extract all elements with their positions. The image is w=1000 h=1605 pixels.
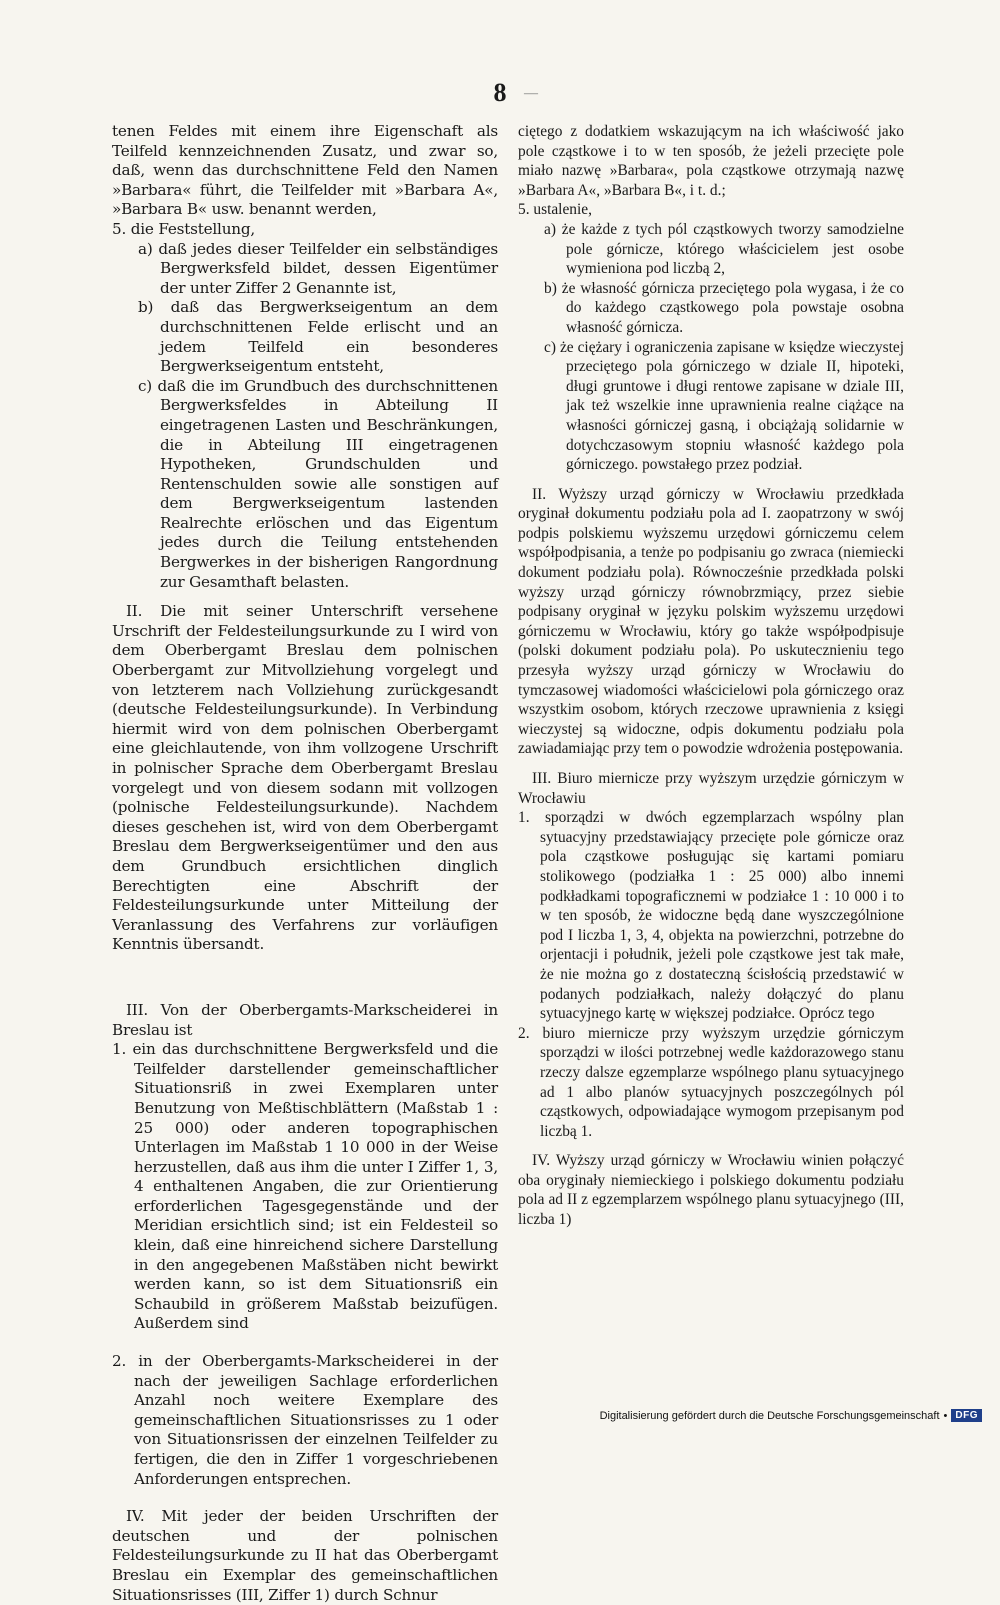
polish-column	[518, 122, 904, 1230]
footer-separator: •	[943, 1409, 948, 1422]
polish-section-iv: IV. Wyższy urząd górniczy w Wrocławiu winien połączyć oba oryginały niemieckiego i polskiego dokumentu podziału pola ad II z egzemplarzem wspólnego planu sytuacyjnego (III, liczba 1)	[518, 1152, 904, 1229]
polish-item-5: 5. ustalenie,	[518, 201, 592, 219]
polish-section-iii: III. Biuro miernicze przy wyższym urzędzie górniczym w Wrocławiu	[518, 770, 904, 807]
german-intro: tenen Feldes mit einem ihre Eigenschaft als Teilfeld kennzeichnenden Zusatz, und zwar so, daß, wenn das durchschnittene Feld den Namen »Barbara« führt, die Teilfelder mit »Barbara A«, »Barbara B« usw. benannt werden,	[112, 122, 498, 219]
german-section-iv: IV. Mit jeder der beiden Urschriften der deutschen und der polnischen Feldesteilungsurkunde zu II hat das Oberbergamt Breslau ein Exemplar des gemeinschaftlichen Situationsrisses (III, Ziffer 1) durch Schnur	[112, 1507, 498, 1604]
polish-item-1: 1. sporządzi w dwóch egzemplarzach wspólny plan sytuacyjny przedstawiający przecięte pole górnicze oraz pola cząstkowe posługując się kartami pomiaru stolikowego (podziałka 1 : 25 000) albo innemi podkładkami topograficznemi w podziałce 1 : 10 000 i to w ten sposób, że widoczne będą dane wyszczególnione pod I liczba 1, 3, 4, objekta na powierzchni, potrzebne do orjentacji i południk, jeżeli pole cząstkowe jest tak małe, że nie można go z dostateczną ścisłością przedstawić w podanych podziałkach, należy dołączyć do planu sytuacyjnego kartę w większej podziałce. Oprócz tego	[518, 809, 904, 1023]
footer-credit: Digitalisierung gefördert durch die Deutsche Forschungsgemeinschaft	[599, 1409, 940, 1422]
digitization-footer	[600, 1409, 982, 1422]
german-section-iii: III. Von der Oberbergamts-Markscheiderei in Breslau ist	[112, 1000, 498, 1039]
german-column	[112, 122, 498, 1605]
german-item-5a: a) daß jedes dieser Teilfelder ein selbständiges Bergwerksfeld bildet, dessen Eigentümer der unter Ziffer 2 Genannte ist,	[138, 239, 498, 297]
german-item-2: 2. in der Oberbergamts-Markscheiderei in der nach der jeweiligen Sachlage erforderlichen Anzahl noch weitere Exemplare des gemeinschaftlichen Situationsrisses zu 1 oder von Situationsrissen der einzelnen Teilfelder zu fertigen, die den in Ziffer 1 vorgeschriebenen Anforderungen entsprechen.	[112, 1352, 498, 1488]
german-item-1: 1. ein das durchschnittene Bergwerksfeld und die Teilfelder darstellender gemeinschaftlicher Situationsriß in zwei Exemplaren unter Benutzung von Meßtischblättern (Maßstab 1 : 25 000) oder anderen topographischen Unterlagen im Maßstab 1 10 000 in der Weise herzustellen, daß aus ihm die unter I Ziffer 1, 3, 4 enthaltenen Angaben, die zur Orientierung erforderlichen Tagesgegenstände und der Meridian ersichtlich sind; ist ein Feldesteil so klein, daß eine hinreichend sichere Darstellung in den angegebenen Maßstäben nicht bewirkt werden kann, so ist dem Situationsriß ein Schaubild in größerem Maßstab beizufügen. Außerdem sind	[112, 1040, 498, 1333]
german-item-5: 5. die Feststellung,	[112, 219, 256, 238]
page-number-dash: —	[524, 86, 538, 101]
german-item-5c: c) daß die im Grundbuch des durchschnittenen Bergwerksfeldes in Abteilung II eingetragenen Lasten und Beschränkungen, die in Abteilung III eingetragenen Hypotheken, Grundschulden und Rentenschulden sowie alle sonstigen auf dem Bergwerkseigentum lastenden Realrechte erlöschen und das Eigentum jedes durch die Teilung entstehenden Bergwerkes in der bisherigen Rangordnung zur Gesamthaft belasten.	[138, 376, 498, 591]
dfg-logo-icon: DFG	[951, 1409, 982, 1422]
polish-item-5b: b) że własność górnicza przeciętego pola wygasa, i że co do każdego cząstkowego pola powstaje osobna własność górnicza.	[544, 279, 904, 336]
polish-item-2: 2. biuro miernicze przy wyższym urzędzie górniczym sporządzi w ilości potrzebnej wedle każdorazowego stanu rzeczy dalsze egzemplarze wspólnego planu sytuacyjnego ad 1 albo planów sytuacyjnych poszczególnych pól cząstkowych, odpowiadające wymogom przepisanym pod liczbą 1.	[518, 1024, 904, 1140]
polish-section-ii: II. Wyższy urząd górniczy w Wrocławiu przedkłada oryginał dokumentu podziału pola ad I. zaopatrzony w swój podpis polskiemu wyższemu urzędowi górniczemu celem współpodpisania, a tenże po podpisaniu go zwraca (niemiecki dokument podziału pola). Równocześnie przedkłada polski wyższy urząd górniczy równobrzmiący, przez siebie podpisany oryginał w języku polskim wyższemu urzędowi górniczemu w Wrocławiu, który go także współpodpisuje (polski dokument podziału pola). Po uskutecznieniu tego przesyła wyższy urząd górniczy w Wrocławiu do tymczasowej wiadomości właścicielowi pola górniczego oraz wszystkim osobom, których rzeczowe uprawnienia z księgi wieczystej są widoczne, odpis dokumentu podziału pola zawiadamiając przy tem o powodzie wdrożenia postępowania.	[518, 485, 904, 758]
german-item-5b: b) daß das Bergwerkseigentum an dem durchschnittenen Felde erlischt und an jedem Teilfeld ein besonderes Bergwerkseigentum entsteht,	[138, 298, 498, 376]
page-number: 8	[493, 78, 507, 107]
polish-item-5c: c) że ciężary i ograniczenia zapisane w księdze wieczystej przeciętego pola górniczego w dziale II, hipoteki, długi gruntowe i długi rentowe zapisane w dziale III, jak też wszelkie inne uprawnienia realne ciążące na własności górniczej gasną, i obciążają solidarnie w dotychczasowym stopniu własność każdego pola górniczego. powstałego przez podział.	[544, 338, 904, 474]
polish-item-5a: a) że każde z tych pól cząstkowych tworzy samodzielne pole górnicze, którego właścicielem jest osobe wymieniona pod liczbą 2,	[544, 220, 904, 278]
german-section-ii: II. Die mit seiner Unterschrift versehene Urschrift der Feldesteilungsurkunde zu I wird von dem Oberbergamt Breslau dem polnischen Oberbergamt zur Mitvollziehung vorgelegt und von letzterem nach Vollziehung zurückgesandt (deutsche Feldesteilungsurkunde). In Verbindung hiermit wird von dem polnischen Oberbergamt eine gleichlautende, von ihm vollzogene Urschrift in polnischer Sprache dem Oberbergamt Breslau vorgelegt und von diesem sodann mit vollzogen (polnische Feldesteilungsurkunde). Nachdem dieses geschehen ist, wird von dem Oberbergamt Breslau dem Bergwerkseigentümer und den aus dem Grundbuch ersichtlichen dinglich Berechtigten eine Abschrift der Feldesteilungsurkunde unter Mitteilung der Veranlassung des Verfahrens zur vorläufigen Kenntnis übersandt.	[112, 602, 498, 954]
polish-intro: ciętego z dodatkiem wskazującym na ich właściwość jako pole cząstkowe i to w ten sposób, że jeżeli przecięte pole miało nazwę »Barbara«, pola cząstkowe otrzymają nazwę »Barbara A«, »Barbara B«, i t. d.;	[518, 123, 904, 199]
